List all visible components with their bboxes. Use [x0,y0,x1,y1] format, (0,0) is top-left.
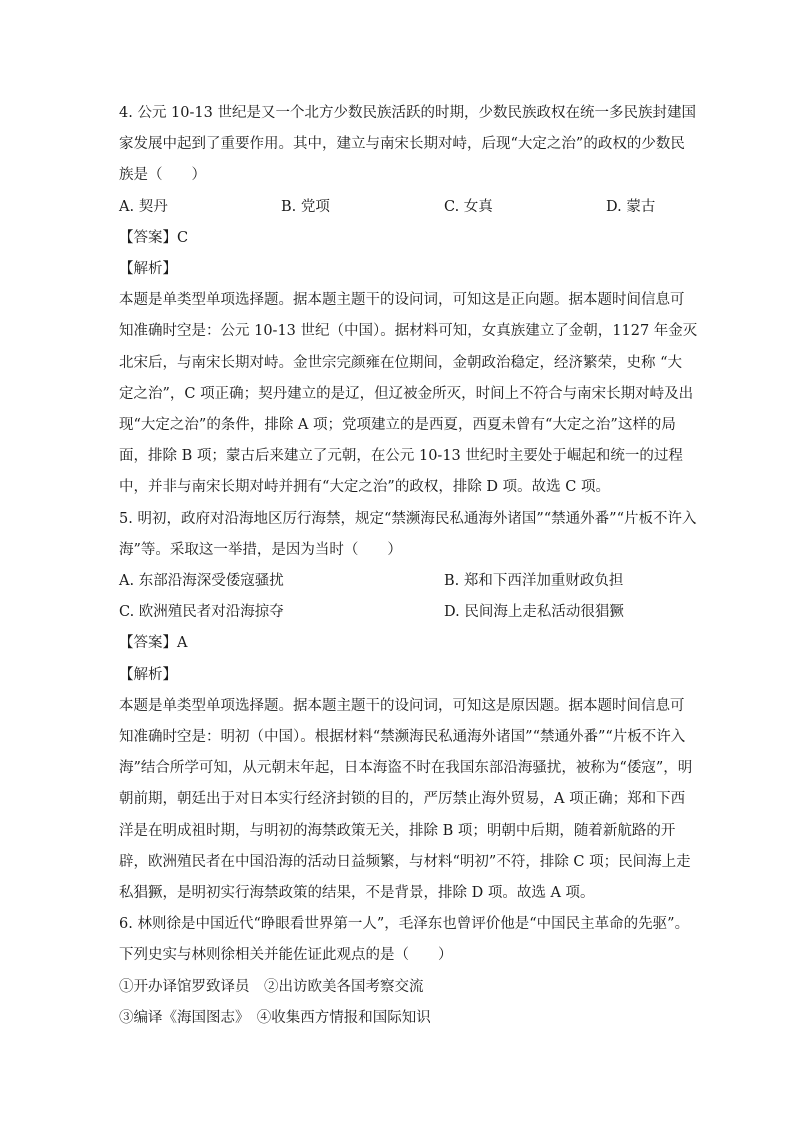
statement-items-line: ①开办译馆罗致译员 ②出访欧美各国考察交流 [119,978,424,995]
document-content [119,98,698,1034]
statement-items-line: ③编译《海国图志》 ④收集西方情报和国际知识 [119,1009,431,1026]
option-c: C. 女真 [444,198,493,215]
question-text-line: 下列史实与林则徐相关并能佐证此观点的是（ ） [119,947,453,964]
analysis-line: 定之治”，C 项正确；契丹建立的是辽，但辽被金所灭，时间上不符合与南宋长期对峙及出 [119,385,694,402]
question-text-line: 族是（ ） [119,167,206,184]
analysis-line: 私猖獗，是明初实行海禁政策的结果，不是背景，排除 D 项。故选 A 项。 [119,885,595,902]
option-d: D. 蒙古 [606,198,656,215]
analysis-line: 本题是单类型单项选择题。据本题主题干的设问词，可知这是正向题。据本题时间信息可 [119,292,685,309]
analysis-line: 洋是在明成祖时期，与明初的海禁政策无关，排除 B 项；明朝中后期，随着新航路的开 [119,822,676,839]
question-text-line: 5. 明初，政府对沿海地区厉行海禁，规定“禁濒海民私通海外诸国”“禁通外番”“片板不许入 [119,510,697,527]
option-b: B. 党项 [281,198,330,215]
options-row [119,566,679,597]
analysis-line: 北宋后，与南宋长期对峙。金世宗完颜雍在位期间，金朝政治稳定，经济繁荣，史称 “大 [119,354,683,371]
analysis-label: 【解析】 [119,261,177,277]
option-b: B. 郑和下西洋加重财政负担 [444,573,624,590]
question-text-line: 家发展中起到了重要作用。其中，建立与南宋长期对峙，后现“大定之治”的政权的少数民 [119,136,685,153]
question-5 [119,504,697,910]
question-text-line: 海”等。采取这一举措，是因为当时（ ） [119,541,402,558]
options-row [119,192,679,223]
question-text-line: 6. 林则徐是中国近代“睁眼看世界第一人”，毛泽东也曾评价他是“中国民主革命的先驱”。 [119,916,690,933]
option-a: A. 东部沿海深受倭寇骚扰 [119,573,284,590]
analysis-line: 现“大定之治”的条件，排除 A 项；党项建立的是西夏，西夏未曾有“大定之治”这样的局 [119,417,676,434]
analysis-line: 海”结合所学可知，从元朝末年起，日本海盗不时在我国东部沿海骚扰，被称为“倭寇”，明 [119,760,693,777]
analysis-line: 面，排除 B 项；蒙古后来建立了元朝，在公元 10-13 世纪时主要处于崛起和统一的过程 [119,448,683,465]
options-row [119,597,679,628]
analysis-line: 辟，欧洲殖民者在中国沿海的活动日益频繁，与材料“明初”不符，排除 C 项；民间海上走 [119,853,691,870]
option-d: D. 民间海上走私活动很猖獗 [444,604,624,621]
analysis-line: 知准确时空是：公元 10-13 世纪（中国）。据材料可知，女真族建立了金朝，1127 年金灭 [119,323,698,340]
analysis-line: 本题是单类型单项选择题。据本题主题干的设问词，可知这是原因题。据本题时间信息可 [119,697,685,714]
option-c: C. 欧洲殖民者对沿海掠夺 [119,604,284,621]
option-a: A. 契丹 [119,198,168,215]
question-text-line: 4. 公元 10-13 世纪是又一个北方少数民族活跃的时期，少数民族政权在统一多民族封建国 [119,105,696,121]
analysis-line: 中，并非与南宋长期对峙并拥有“大定之治”的政权，排除 D 项。故选 C 项。 [119,479,610,496]
question-6 [119,909,690,1034]
answer-label: 【答案】C [119,229,189,246]
answer-label: 【答案】A [119,635,188,652]
analysis-line: 朝前期，朝廷出于对日本实行经济封锁的目的，严厉禁止海外贸易，A 项正确；郑和下西 [119,791,686,808]
analysis-label: 【解析】 [119,666,177,683]
analysis-line: 知准确时空是：明初（中国）。根据材料“禁濒海民私通海外诸国”“禁通外番”“片板不许入 [119,729,686,746]
question-4 [119,98,698,504]
